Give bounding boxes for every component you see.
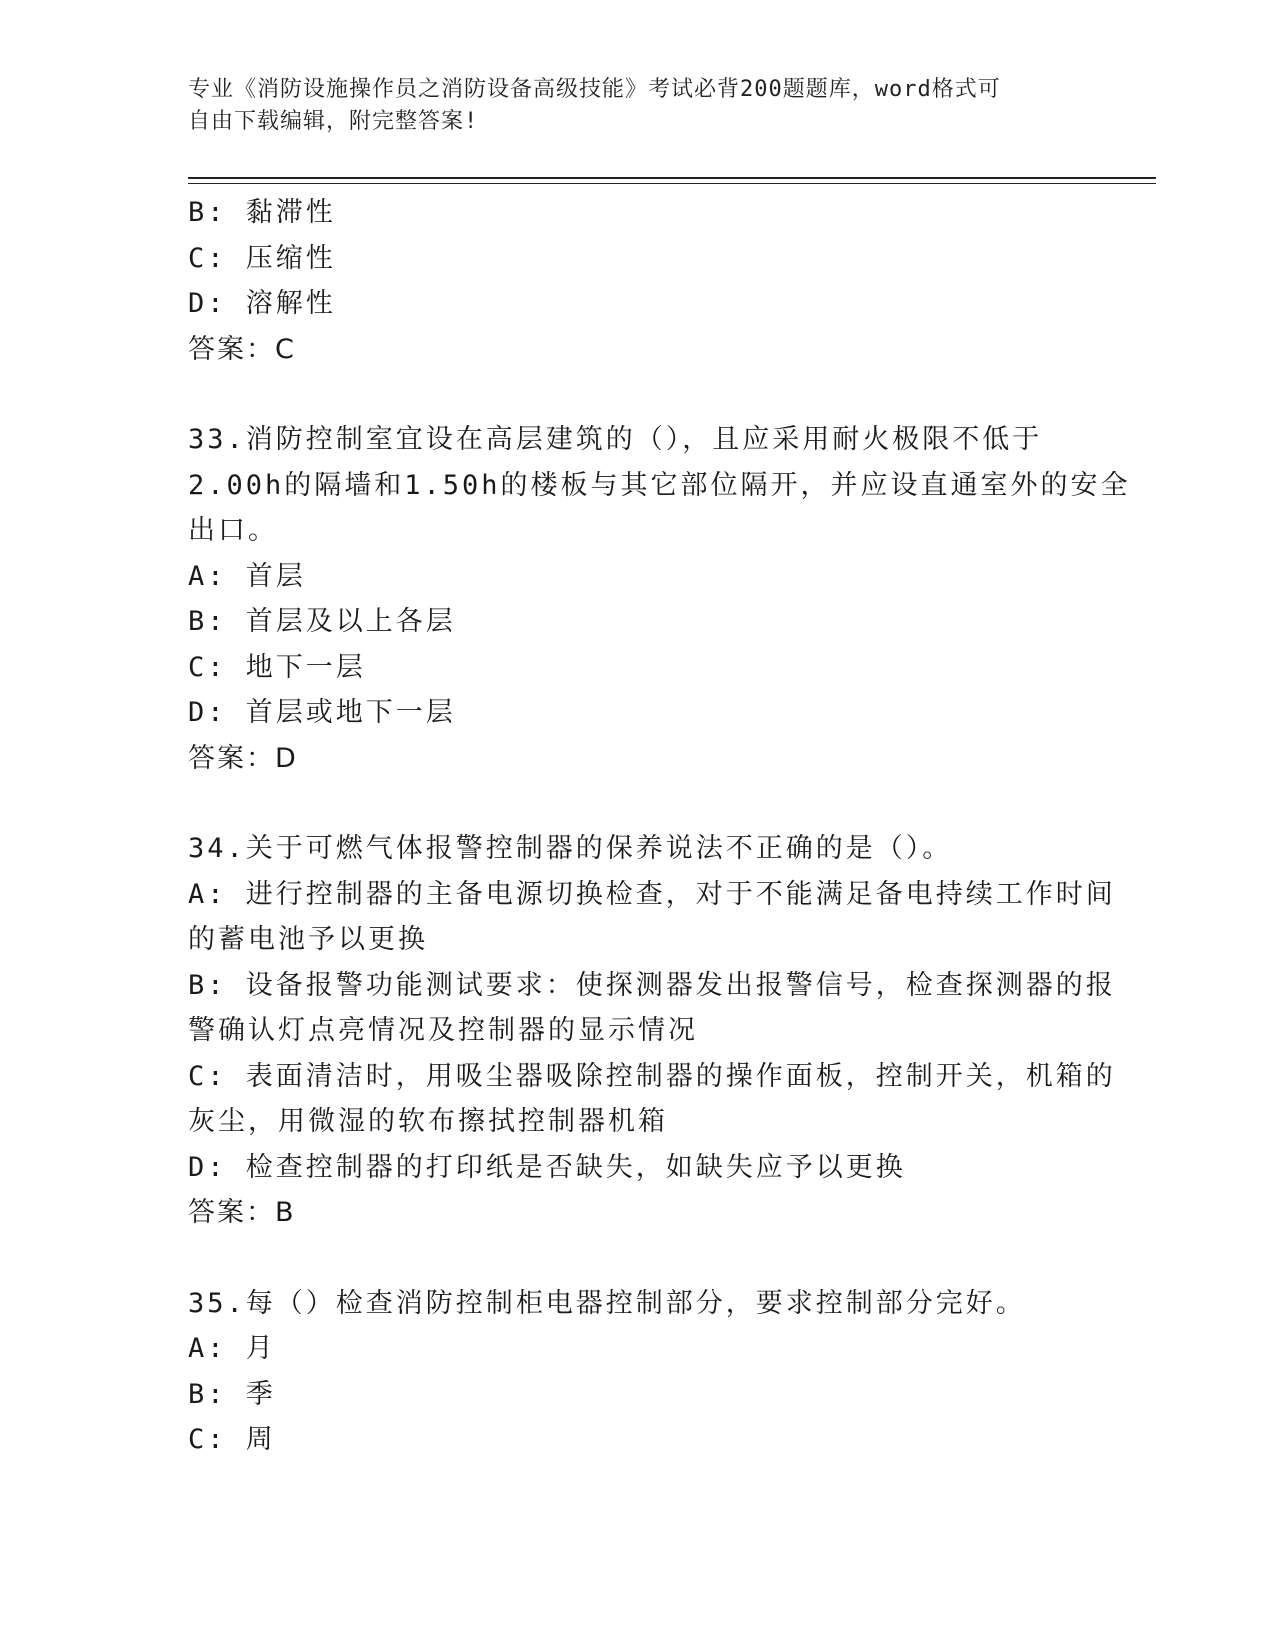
option-b: B: 设备报警功能测试要求：使探测器发出报警信号，检查探测器的报 — [188, 969, 1116, 1001]
answer-line: 答案：B — [188, 1197, 296, 1228]
option-a: A: 首层 — [188, 560, 306, 592]
question-block-33 — [188, 417, 1131, 781]
option-c: C: 地下一层 — [188, 651, 366, 683]
question-stem-line: 2.00h的隔墙和1.50h的楼板与其它部位隔开，并应设直通室外的安全 — [188, 469, 1131, 501]
option-c: C: 压缩性 — [188, 242, 336, 274]
question-stem-line: 33.消防控制室宜设在高层建筑的（），且应采用耐火极限不低于 — [188, 424, 1043, 455]
option-d: D: 首层或地下一层 — [188, 697, 456, 728]
question-stem-line: 出口。 — [188, 515, 278, 546]
option-c: C: 表面清洁时，用吸尘器吸除控制器的操作面板，控制开关，机箱的 — [188, 1060, 1116, 1092]
header-line-1: 专业《消防设施操作员之消防设备高级技能》考试必背200题题库，word格式可 — [188, 77, 1001, 102]
option-d: D: 检查控制器的打印纸是否缺失，如缺失应予以更换 — [188, 1151, 906, 1183]
page-header — [188, 74, 1088, 138]
option-a: A: 进行控制器的主备电源切换检查，对于不能满足备电持续工作时间 — [188, 878, 1116, 910]
question-list — [188, 190, 1131, 1463]
header-line-2: 自由下载编辑，附完整答案! — [188, 109, 479, 134]
option-b: B: 首层及以上各层 — [188, 606, 456, 637]
option-a: A: 月 — [188, 1333, 276, 1364]
answer-line: 答案：C — [188, 333, 296, 365]
option-d: D: 溶解性 — [188, 288, 336, 319]
option-a-continued: 的蓄电池予以更换 — [188, 924, 428, 955]
option-b: B: 黏滞性 — [188, 197, 336, 228]
question-block-prev — [188, 190, 1088, 372]
question-block-35 — [188, 1281, 1088, 1463]
option-c: C: 周 — [188, 1424, 276, 1455]
question-stem-line: 34.关于可燃气体报警控制器的保养说法不正确的是（）。 — [188, 833, 953, 864]
option-b-continued: 警确认灯点亮情况及控制器的显示情况 — [188, 1015, 698, 1046]
spacer — [188, 372, 1088, 417]
option-c-continued: 灰尘，用微湿的软布擦拭控制器机箱 — [188, 1106, 668, 1137]
spacer — [188, 1236, 1088, 1281]
question-block-34 — [188, 826, 1116, 1236]
spacer — [188, 781, 1088, 826]
question-stem-line: 35.每（）检查消防控制柜电器控制部分，要求控制部分完好。 — [188, 1287, 1026, 1319]
answer-line: 答案：D — [188, 742, 298, 774]
header-rule-thick — [188, 177, 1156, 179]
header-rule-thin — [188, 183, 1156, 184]
option-b: B: 季 — [188, 1378, 276, 1410]
